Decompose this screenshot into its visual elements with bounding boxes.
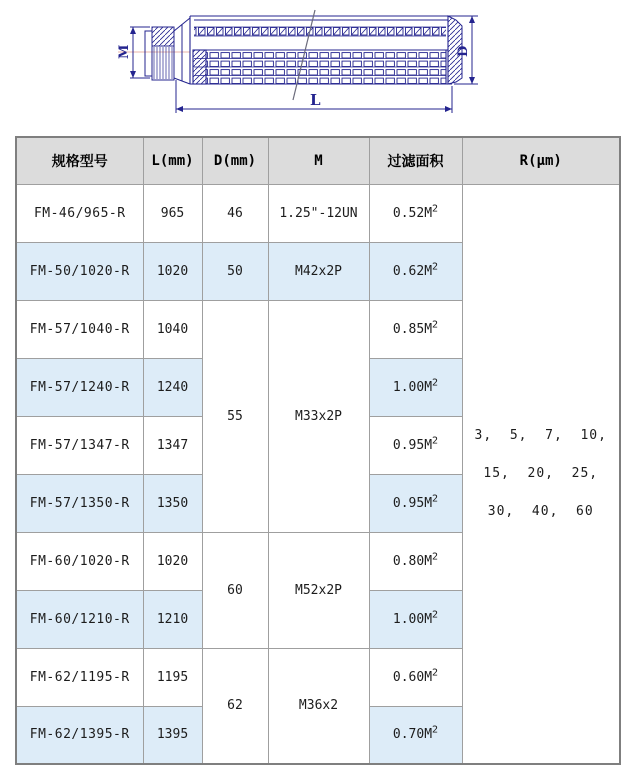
area-value: 0.60M bbox=[392, 669, 433, 685]
r-values-cell bbox=[462, 184, 620, 764]
r-line: 3, 5, 7, 10, bbox=[474, 427, 607, 443]
table-row bbox=[16, 184, 620, 242]
area-sup: 2 bbox=[432, 435, 439, 447]
col-header-r: R(μm) bbox=[462, 137, 620, 184]
l-cell: 1347 bbox=[143, 416, 202, 474]
d-cell: 50 bbox=[202, 242, 268, 300]
header-row bbox=[16, 137, 620, 184]
area-cell bbox=[369, 474, 462, 532]
filter-body bbox=[190, 16, 454, 84]
d-cell: 46 bbox=[202, 184, 268, 242]
model-cell: FM-62/1195-R bbox=[16, 648, 143, 706]
d-cell: 55 bbox=[202, 300, 268, 532]
m-cell: M36x2 bbox=[268, 648, 369, 764]
area-sup: 2 bbox=[432, 377, 439, 389]
area-cell bbox=[369, 590, 462, 648]
area-sup: 2 bbox=[432, 609, 439, 621]
l-cell: 1040 bbox=[143, 300, 202, 358]
m-cell: M33x2P bbox=[268, 300, 369, 532]
model-cell: FM-46/965-R bbox=[16, 184, 143, 242]
area-cell bbox=[369, 648, 462, 706]
r-line: 15, 20, 25, bbox=[483, 465, 599, 481]
dim-label-m: M bbox=[117, 44, 132, 59]
r-line: 30, 40, 60 bbox=[487, 503, 594, 519]
l-cell: 1240 bbox=[143, 358, 202, 416]
technical-drawing bbox=[0, 0, 634, 132]
l-cell: 1395 bbox=[143, 706, 202, 764]
area-sup: 2 bbox=[432, 724, 439, 736]
dim-label-d: D bbox=[456, 45, 471, 57]
col-header-m: M bbox=[268, 137, 369, 184]
area-value: 0.95M bbox=[392, 495, 433, 511]
area-value: 0.85M bbox=[392, 321, 433, 337]
model-cell: FM-57/1240-R bbox=[16, 358, 143, 416]
l-cell: 1350 bbox=[143, 474, 202, 532]
l-cell: 965 bbox=[143, 184, 202, 242]
model-cell: FM-57/1040-R bbox=[16, 300, 143, 358]
model-cell: FM-57/1350-R bbox=[16, 474, 143, 532]
area-cell bbox=[369, 358, 462, 416]
col-header-model: 规格型号 bbox=[16, 137, 143, 184]
area-sup: 2 bbox=[432, 493, 439, 505]
l-cell: 1195 bbox=[143, 648, 202, 706]
l-cell: 1020 bbox=[143, 242, 202, 300]
model-cell: FM-57/1347-R bbox=[16, 416, 143, 474]
model-cell: FM-60/1210-R bbox=[16, 590, 143, 648]
d-cell: 62 bbox=[202, 648, 268, 764]
l-cell: 1210 bbox=[143, 590, 202, 648]
model-cell: FM-62/1395-R bbox=[16, 706, 143, 764]
area-sup: 2 bbox=[432, 667, 439, 679]
m-cell: 1.25"-12UN bbox=[268, 184, 369, 242]
area-cell bbox=[369, 532, 462, 590]
area-sup: 2 bbox=[432, 261, 439, 273]
filter-element-drawing bbox=[0, 0, 634, 132]
area-value: 0.70M bbox=[392, 727, 433, 743]
spec-table bbox=[15, 136, 621, 765]
m-cell: M52x2P bbox=[268, 532, 369, 648]
area-value: 0.62M bbox=[392, 263, 433, 279]
left-fitting bbox=[145, 18, 190, 84]
area-value: 0.95M bbox=[392, 437, 433, 453]
col-header-d: D(mm) bbox=[202, 137, 268, 184]
area-cell bbox=[369, 416, 462, 474]
model-cell: FM-60/1020-R bbox=[16, 532, 143, 590]
area-value: 0.80M bbox=[392, 553, 433, 569]
area-sup: 2 bbox=[432, 319, 439, 331]
area-cell bbox=[369, 184, 462, 242]
area-value: 0.52M bbox=[392, 205, 433, 221]
area-sup: 2 bbox=[432, 203, 439, 215]
l-cell: 1020 bbox=[143, 532, 202, 590]
area-cell bbox=[369, 706, 462, 764]
area-value: 1.00M bbox=[392, 611, 433, 627]
area-cell bbox=[369, 242, 462, 300]
col-header-l: L(mm) bbox=[143, 137, 202, 184]
model-cell: FM-50/1020-R bbox=[16, 242, 143, 300]
col-header-area: 过滤面积 bbox=[369, 137, 462, 184]
d-cell: 60 bbox=[202, 532, 268, 648]
dim-label-l: L bbox=[310, 91, 321, 109]
area-value: 1.00M bbox=[392, 379, 433, 395]
area-sup: 2 bbox=[432, 551, 439, 563]
m-cell: M42x2P bbox=[268, 242, 369, 300]
area-cell bbox=[369, 300, 462, 358]
